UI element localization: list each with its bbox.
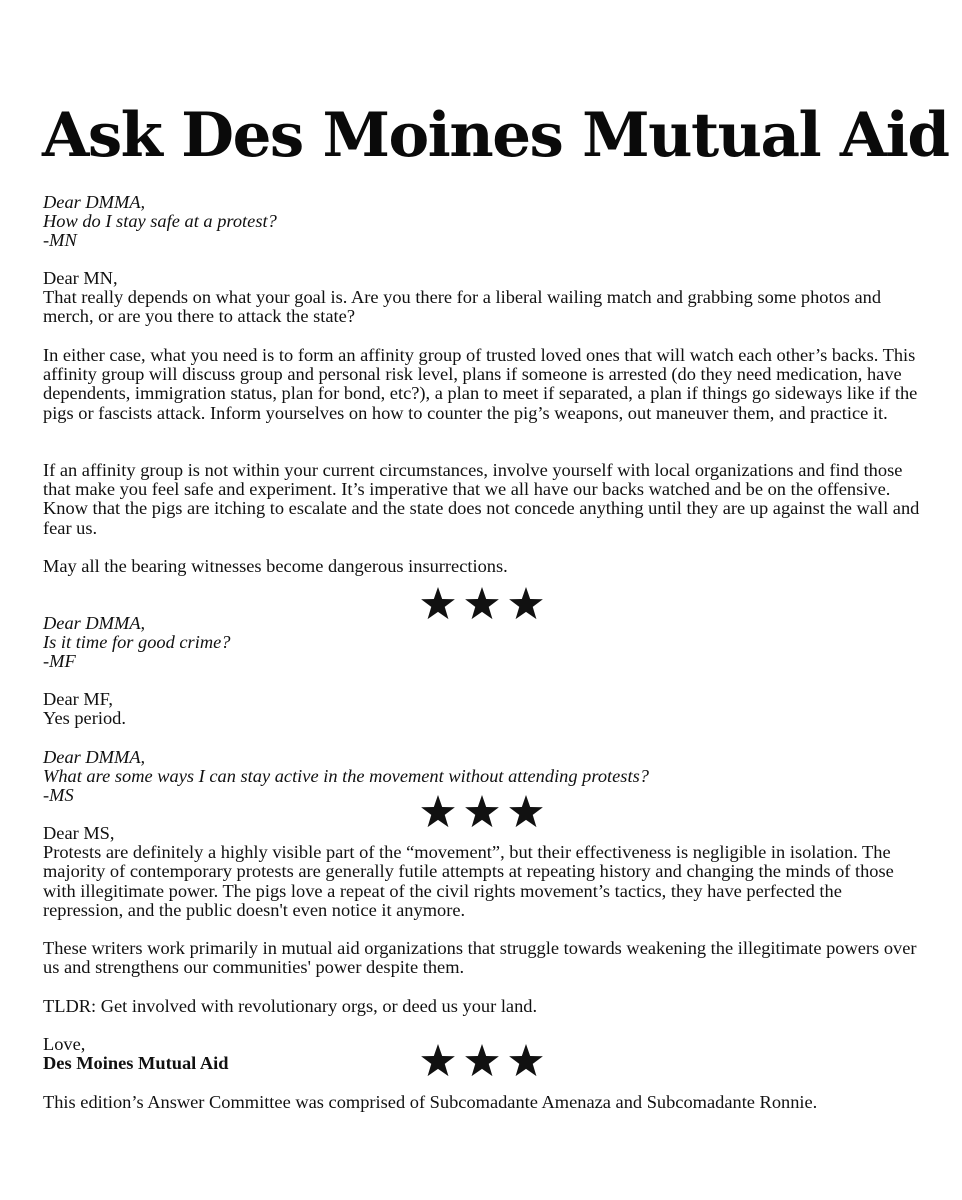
answer-1-paragraph-text: In either case, what you need is to form an affinity group of trusted loved ones that will watch each other’s backs. This affinity group will discuss group and personal risk level, plans if someone is arrested (do they need medication, have dependents, immigration status, plan for bond, etc?), a plan to meet if separated, a plan if things go sideways like if the pigs or fascists attack. Inform yourselves on how to counter the pig’s weapons, out maneuver them, and practice it. (43, 345, 918, 423)
question-1-text: How do I stay safe at a protest? (43, 211, 277, 232)
answer-1-greeting: Dear MN, (43, 268, 118, 288)
answer-2 (43, 690, 923, 728)
question-2-text: Is it time for good crime? (43, 632, 231, 653)
page-title: Ask Des Moines Mutual Aid (42, 100, 949, 171)
answer-3-paragraph (43, 939, 923, 977)
star-icon (508, 1044, 544, 1078)
question-2-greeting: Dear DMMA, (43, 613, 146, 633)
question-3-greeting: Dear DMMA, (43, 747, 146, 767)
star-divider (420, 1043, 544, 1079)
question-3-text: What are some ways I can stay active in the movement without attending protests? (43, 766, 649, 787)
answer-1-paragraph: That really depends on what your goal is. Are you there for a liberal wailing match and grabbing some photos and merch, or are you there to attack the state? (43, 287, 882, 327)
answer-1-paragraph-text: If an affinity group is not within your current circumstances, involve yourself with local organizations and find those that make you feel safe and experiment. It’s imperative that we all have our backs watched and be on the offensive. Know that the pigs are itching to escalate and the state does not concede anything until they are up against the wall and fear us. (43, 460, 920, 538)
answer-1-paragraph (43, 557, 923, 576)
question-3-signoff: -MS (43, 785, 74, 806)
answer-2-text: Yes period. (43, 708, 126, 729)
question-1-signoff: -MN (43, 230, 77, 251)
signature: Des Moines Mutual Aid (43, 1053, 229, 1074)
answer-2-greeting: Dear MF, (43, 689, 114, 709)
answer-3-paragraph-text: These writers work primarily in mutual aid organizations that struggle towards weakening the illegitimate powers over us and strengthens our communities' power despite them. (43, 938, 917, 978)
answer-1-paragraph-text: May all the bearing witnesses become dangerous insurrections. (43, 556, 508, 576)
answer-1-paragraph (43, 346, 923, 423)
answer-3-header (43, 824, 923, 920)
question-2-signoff: -MF (43, 651, 76, 672)
question-1-greeting: Dear DMMA, (43, 192, 146, 212)
credits-text: This edition’s Answer Committee was comprised of Subcomadante Amenaza and Subcomadante Ronnie. (43, 1092, 818, 1112)
closing-text: Love, (43, 1034, 86, 1054)
question-2 (43, 614, 923, 672)
answer-3-paragraph: Protests are definitely a highly visible part of the “movement”, but their effectiveness is negligible in isolation. The majority of contemporary protests are generally futile attempts at repeating history and changing the minds of those with illegitimate power. The pigs love a repeat of the civil rights movement’s tactics, they have perfected the repression, and the public doesn't even notice it anymore. (43, 842, 894, 920)
answer-3-paragraph-text: TLDR: Get involved with revolutionary orgs, or deed us your land. (43, 996, 538, 1016)
star-icon (464, 1044, 500, 1078)
answer-1-header (43, 269, 923, 327)
answer-1-paragraph (43, 461, 923, 538)
answer-3-greeting: Dear MS, (43, 823, 115, 843)
credits (43, 1093, 943, 1112)
question-1 (43, 193, 923, 251)
answer-3-paragraph (43, 997, 923, 1016)
star-icon (420, 1044, 456, 1078)
